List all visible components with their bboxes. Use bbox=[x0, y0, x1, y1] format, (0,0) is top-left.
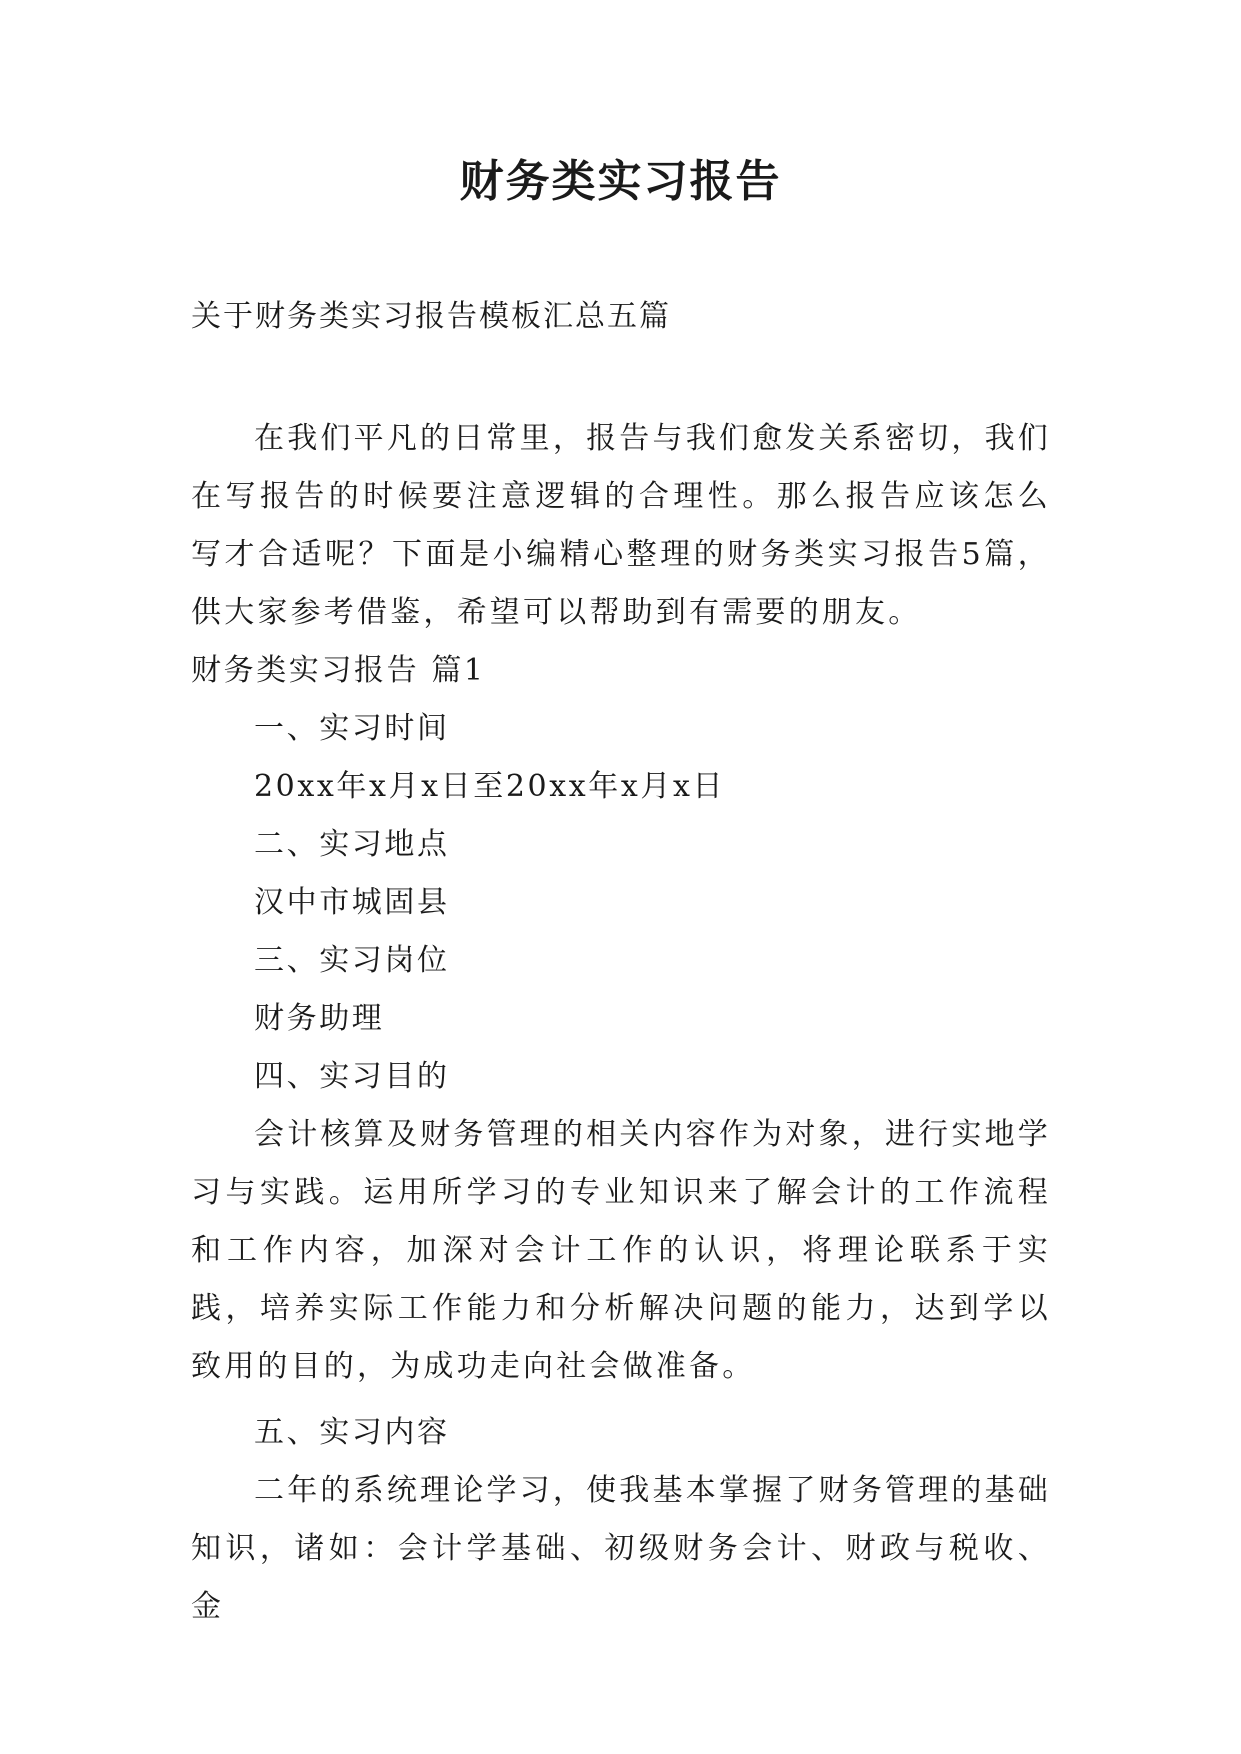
document-subtitle: 关于财务类实习报告模板汇总五篇 bbox=[191, 299, 671, 334]
item-heading-time: 一、实习时间 bbox=[254, 711, 450, 746]
item-heading-location: 二、实习地点 bbox=[254, 827, 450, 862]
item-heading-purpose: 四、实习目的 bbox=[254, 1059, 450, 1094]
item-value-time: 20xx年x月x日至20xx年x月x日 bbox=[254, 769, 726, 804]
item-value-position: 财务助理 bbox=[254, 1001, 385, 1036]
document-body bbox=[191, 288, 1051, 1636]
section-heading: 财务类实习报告 篇1 bbox=[191, 653, 486, 688]
item-value-location: 汉中市城固县 bbox=[254, 885, 450, 920]
intro-paragraph: 在我们平凡的日常里，报告与我们愈发关系密切，我们在写报告的时候要注意逻辑的合理性。那么报告应该怎么写才合适呢？下面是小编精心整理的财务类实习报告5篇，供大家参考借鉴，希望可以帮助到有需要的朋友。 bbox=[191, 421, 1051, 630]
content-paragraph: 二年的系统理论学习，使我基本掌握了财务管理的基础知识，诸如：会计学基础、初级财务会计、财政与税收、金 bbox=[191, 1473, 1051, 1624]
purpose-paragraph: 会计核算及财务管理的相关内容作为对象，进行实地学习与实践。运用所学习的专业知识来了解会计的工作流程和工作内容，加深对会计工作的认识，将理论联系于实践，培养实际工作能力和分析解决问题的能力，达到学以致用的目的，为成功走向社会做准备。 bbox=[191, 1117, 1051, 1384]
item-heading-position: 三、实习岗位 bbox=[254, 943, 450, 978]
document-title: 财务类实习报告 bbox=[459, 156, 782, 207]
content-heading: 五、实习内容 bbox=[254, 1415, 450, 1450]
